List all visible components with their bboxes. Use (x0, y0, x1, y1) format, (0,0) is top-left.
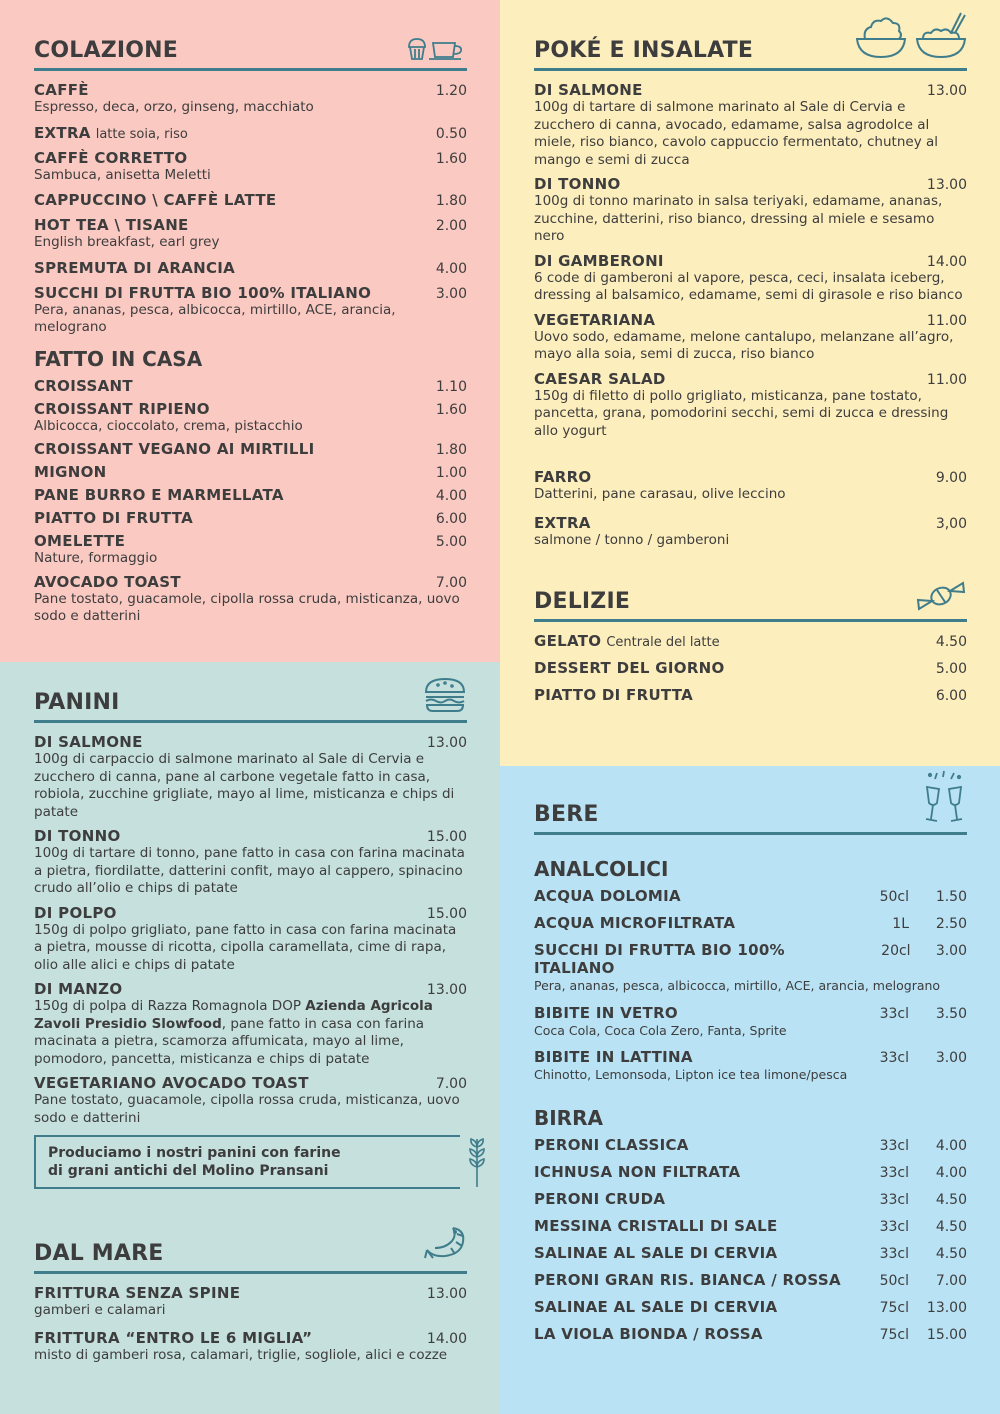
item-name: DI MANZO (34, 980, 123, 998)
item-name: PANE BURRO E MARMELLATA (34, 486, 284, 504)
menu-item (534, 81, 967, 169)
item-name: FRITTURA SENZA SPINE (34, 1284, 241, 1302)
wheat-icon (466, 1135, 488, 1194)
panini-note (34, 1135, 460, 1189)
item-row (534, 514, 967, 532)
item-row (34, 81, 467, 99)
item-price: 7.00 (435, 574, 467, 591)
item-row (534, 1136, 967, 1154)
menu-item (34, 733, 467, 821)
item-price: 3.00 (435, 285, 467, 302)
item-name: HOT TEA \ TISANE (34, 216, 189, 234)
poke-panel (500, 0, 1000, 766)
item-description: Pera, ananas, pesca, albicocca, mirtillo, ACE, arancia, melograno (534, 978, 941, 993)
item-price: 3,00 (935, 515, 967, 532)
note-line: Produciamo i nostri panini con farine (48, 1145, 341, 1161)
menu-item (534, 1048, 967, 1084)
item-name: PIATTO DI FRUTTA (534, 686, 694, 704)
item-description: Pane tostato, guacamole, cipolla rossa cruda, misticanza, uovo sodo e datterini (34, 1092, 460, 1126)
section-header (34, 1237, 467, 1274)
menu-item (534, 914, 967, 932)
item-price: 13.00 (926, 1299, 967, 1316)
item-name: MESSINA CRISTALLI DI SALE (534, 1216, 778, 1235)
section-header (534, 34, 967, 71)
menu-item (34, 191, 467, 209)
item-price: 4.00 (435, 488, 467, 504)
item-price: 1.00 (435, 465, 467, 481)
item-price: 4.00 (935, 1137, 967, 1154)
item-name: SALINAE AL SALE DI CERVIA (534, 1243, 778, 1262)
desc-part: , pane fatto in casa con farina macinata a pietra, scamorza affumicata, mayo al lime, pomodoro, pancetta, misticanza e chips di patate (34, 1015, 425, 1067)
item-price: 13.00 (426, 735, 467, 751)
menu-item (34, 509, 467, 527)
item-price: 3.50 (935, 1005, 967, 1022)
item-size: 75cl (879, 1326, 909, 1343)
item-price: 6.00 (435, 511, 467, 527)
item-price: 14.00 (926, 253, 967, 270)
item-row (34, 124, 467, 142)
item-row (34, 980, 467, 998)
item-name: SUCCHI DI FRUTTA BIO 100% ITALIANO (34, 283, 372, 302)
item-size: 20cl (881, 943, 911, 959)
menu-item (534, 311, 967, 364)
item-name: OMELETTE (34, 532, 126, 550)
item-description: 6 code di gamberoni al vapore, pesca, ceci, insalata iceberg, dressing al balsamico, edamame, semi di girasole e riso bianco (534, 269, 963, 303)
item-size: 50cl (879, 889, 909, 905)
item-row (534, 1048, 967, 1066)
item-description: salmone / tonno / gamberoni (534, 531, 730, 548)
item-description: 100g di tonno marinato in salsa teriyaki, edamame, ananas, zucchine, datterini, riso bianco, dressing al miele e sesamo nero (534, 193, 943, 244)
item-price: 6.00 (935, 688, 967, 704)
item-name: GELATO (534, 632, 602, 650)
item-price: 1.80 (435, 193, 467, 209)
menu-item (34, 486, 467, 504)
item-name: CAFFÈ CORRETTO (34, 148, 188, 167)
item-name: CROISSANT (34, 376, 133, 395)
item-price: 11.00 (926, 371, 967, 388)
muffin-coffee-icon (405, 33, 467, 65)
item-size: 33cl (879, 1218, 909, 1235)
menu-item (534, 632, 967, 650)
menu-item (34, 400, 467, 436)
item-row (534, 252, 967, 270)
item-description: 100g di tartare di tonno, pane fatto in casa con farina macinata a pietra, fiordilatte, datterini confit, mayo al cappero, spinacino crudo all’olio e chips di patate (34, 845, 465, 896)
menu-item (34, 124, 467, 142)
item-description: Datterini, pane carasau, olive leccino (534, 486, 786, 502)
item-description: Pera, ananas, pesca, albicocca, mirtillo, ACE, arancia, melograno (34, 301, 396, 335)
item-price: 4.00 (935, 1164, 967, 1181)
item-price: 4.50 (935, 1191, 967, 1208)
item-size: 75cl (879, 1299, 909, 1316)
item-row (534, 686, 967, 704)
section-title: POKÉ E INSALATE (534, 38, 754, 63)
item-row (34, 827, 467, 845)
item-name: VEGETARIANA (534, 310, 656, 329)
item-price: 14.00 (426, 1330, 467, 1347)
item-row (534, 941, 967, 977)
desc-part: 150g di polpa di Razza Romagnola DOP (34, 998, 306, 1014)
item-row (34, 509, 467, 527)
item-name: CAPPUCCINO \ CAFFÈ LATTE (34, 191, 277, 209)
item-description: Chinotto, Lemonsoda, Lipton ice tea limone/pesca (534, 1067, 848, 1082)
item-row (34, 486, 467, 504)
item-price: 15.00 (926, 1326, 967, 1343)
menu-item (534, 175, 967, 246)
item-row (534, 659, 967, 677)
item-row (34, 149, 467, 167)
item-price: 0.50 (435, 125, 467, 142)
section-header (34, 686, 467, 723)
item-row (34, 1074, 467, 1092)
item-size: 33cl (879, 1050, 909, 1066)
item-size: 33cl (879, 1005, 909, 1022)
candy-icon (915, 576, 967, 616)
menu-item (34, 81, 467, 117)
section-header (534, 796, 967, 835)
item-row (534, 1217, 967, 1235)
item-name: MIGNON (34, 463, 107, 481)
item-price: 2.50 (935, 916, 967, 932)
fatto-in-casa-title: FATTO IN CASA (34, 346, 203, 371)
colazione-panel (0, 0, 500, 662)
item-price: 7.00 (435, 1076, 467, 1092)
item-price: 9.00 (935, 470, 967, 486)
item-row (534, 81, 967, 99)
menu-item (34, 216, 467, 252)
burger-icon (423, 677, 467, 717)
item-price: 13.00 (926, 83, 967, 99)
item-name: FRITTURA “ENTRO LE 6 MIGLIA” (34, 1328, 313, 1347)
menu-item (534, 1163, 967, 1181)
menu-item (534, 1244, 967, 1262)
item-row (534, 1190, 967, 1208)
menu-item (34, 1284, 467, 1320)
menu-item (534, 659, 967, 677)
menu-item (534, 1136, 967, 1154)
item-description: Pane tostato, guacamole, cipolla rossa cruda, misticanza, uovo sodo e datterini (34, 590, 460, 624)
item-price: 5.00 (435, 534, 467, 550)
item-description: 100g di carpaccio di salmone marinato al Sale di Cervia e zucchero di canna, pane al carbone vegetale fatto in casa, robiola, zucchine grigliate, mayo al lime, misticanza e chips di patate (34, 751, 455, 820)
salad-bowls-icon (855, 9, 967, 65)
item-row (534, 1325, 967, 1343)
item-description: misto di gamberi rosa, calamari, triglie, sogliole, alici e cozze (34, 1346, 448, 1363)
item-row (534, 632, 967, 650)
menu-item (34, 980, 467, 1068)
item-price: 1.20 (435, 83, 467, 99)
item-price: 13.00 (426, 1286, 467, 1302)
note-line: di grani antichi del Molino Pransani (48, 1163, 329, 1179)
menu-item (34, 149, 467, 185)
item-row (34, 216, 467, 234)
item-row (34, 532, 467, 550)
item-price: 1.10 (435, 378, 467, 395)
menu-item (534, 1325, 967, 1343)
section-title: BERE (534, 802, 599, 827)
item-row (34, 284, 467, 302)
item-description: Albicocca, cioccolato, crema, pistacchio (34, 417, 303, 434)
item-price: 11.00 (926, 312, 967, 329)
item-price: 3.00 (935, 943, 967, 959)
item-name: EXTRA (534, 513, 591, 532)
item-description: Uovo sodo, edamame, melone cantalupo, melanzane all’agro, mayo alla soia, semi di zucca, riso bianco (534, 328, 954, 362)
item-description (34, 998, 467, 1068)
item-row (34, 259, 467, 277)
item-row (534, 468, 967, 486)
item-row (534, 311, 967, 329)
item-row (534, 1244, 967, 1262)
item-row (34, 1284, 467, 1302)
menu-item (534, 941, 967, 995)
item-price: 4.50 (935, 1245, 967, 1262)
item-size: 33cl (879, 1245, 909, 1262)
item-price: 3.00 (935, 1050, 967, 1066)
item-description: 150g di filetto di pollo grigliato, misticanza, pane tostato, pancetta, grana, pomodorini secchi, semi di zucca e dressing allo yogurt (534, 387, 949, 439)
item-price: 15.00 (426, 905, 467, 922)
menu-item (34, 440, 467, 458)
item-price: 1.80 (435, 442, 467, 458)
section-title: PANINI (34, 690, 120, 715)
item-price: 5.00 (935, 661, 967, 677)
item-name: ICHNUSA NON FILTRATA (534, 1162, 741, 1181)
item-name: AVOCADO TOAST (34, 572, 181, 591)
item-name: BIBITE IN LATTINA (534, 1048, 693, 1066)
item-price: 1.50 (935, 889, 967, 905)
item-name: DI TONNO (534, 175, 621, 193)
item-name: DI SALMONE (534, 81, 643, 99)
item-name: LA VIOLA BIONDA / ROSSA (534, 1324, 763, 1343)
menu-item (534, 1298, 967, 1316)
item-price: 13.00 (926, 177, 967, 193)
item-size: 33cl (879, 1191, 909, 1208)
item-name: CAESAR SALAD (534, 369, 666, 388)
menu-item (534, 1004, 967, 1040)
section-header (34, 34, 467, 71)
menu-item (534, 252, 967, 305)
item-name: SPREMUTA DI ARANCIA (34, 258, 236, 277)
item-name: EXTRA (34, 123, 91, 142)
item-name: DI TONNO (34, 827, 121, 845)
item-size: 33cl (879, 1164, 909, 1181)
desc-bold-part: Azienda Agricola Zavoli Presidio Slowfood (34, 998, 433, 1032)
item-name: DESSERT DEL GIORNO (534, 659, 725, 677)
item-inline-desc: latte soia, riso (95, 126, 188, 142)
menu-item (534, 1190, 967, 1208)
item-row (34, 463, 467, 481)
item-size: 33cl (879, 1137, 909, 1154)
item-name: PERONI GRAN RIS. BIANCA / ROSSA (534, 1270, 841, 1289)
item-price: 2.00 (435, 218, 467, 234)
item-name: SUCCHI DI FRUTTA BIO 100% ITALIANO (534, 941, 785, 977)
item-price: 15.00 (426, 829, 467, 845)
item-row (534, 1004, 967, 1022)
item-name: CAFFÈ (34, 81, 89, 99)
item-row (534, 370, 967, 388)
item-name: DI POLPO (34, 903, 117, 922)
item-name: VEGETARIANO AVOCADO TOAST (34, 1074, 309, 1092)
item-price: 4.50 (935, 634, 967, 650)
item-description: English breakfast, earl grey (34, 234, 220, 250)
menu-item (534, 370, 967, 441)
item-name: DI SALMONE (34, 733, 143, 751)
shrimp-icon (423, 1224, 467, 1268)
menu-item (34, 463, 467, 481)
item-name: CROISSANT RIPIENO (34, 399, 210, 418)
item-size: 1L (892, 916, 909, 932)
item-name: PERONI CLASSICA (534, 1135, 689, 1154)
item-row (34, 440, 467, 458)
item-row (34, 733, 467, 751)
item-row (34, 400, 467, 418)
cheers-glasses-icon (921, 769, 967, 829)
item-row (34, 377, 467, 395)
birra-title: BIRRA (534, 1105, 603, 1130)
analcolici-title: ANALCOLICI (534, 857, 669, 881)
item-price: 4.00 (435, 260, 467, 277)
item-description: 150g di polpo grigliato, pane fatto in casa con farina macinata a pietra, mousse di ricotta, cipolla caramellata, cime di rapa, olio alle alici e chips di patate (34, 921, 457, 973)
menu-item (34, 532, 467, 568)
item-name: FARRO (534, 468, 592, 486)
menu-item (34, 284, 467, 337)
item-price: 7.00 (935, 1272, 967, 1289)
item-size: 50cl (879, 1272, 909, 1289)
bere-panel (500, 766, 1000, 1414)
item-description: Nature, formaggio (34, 550, 158, 566)
item-row (534, 887, 967, 905)
item-name: SALINAE AL SALE DI CERVIA (534, 1297, 778, 1316)
menu-item (34, 827, 467, 898)
section-title: DELIZIE (534, 589, 631, 614)
menu-item (34, 904, 467, 975)
item-price: 1.60 (435, 401, 467, 418)
menu-item (534, 686, 967, 704)
item-name: DI GAMBERONI (534, 251, 664, 270)
item-description: Coca Cola, Coca Cola Zero, Fanta, Sprite (534, 1022, 787, 1038)
menu-item (534, 1271, 967, 1289)
item-name: PIATTO DI FRUTTA (34, 509, 194, 527)
item-row (34, 191, 467, 209)
item-price: 1.60 (435, 150, 467, 167)
item-row (534, 1271, 967, 1289)
menu-item (534, 1217, 967, 1235)
item-description: 100g di tartare di salmone marinato al Sale di Cervia e zucchero di canna, avocado, edamame, salsa agrodolce al miele, riso bianco, cavolo cappuccio fermentato, chutney al mango e semi di zucca (534, 99, 939, 168)
menu-item (34, 1074, 467, 1127)
item-row (534, 175, 967, 193)
menu-item (34, 1329, 467, 1365)
item-description: Sambuca, anisetta Meletti (34, 166, 211, 183)
menu-item (34, 573, 467, 626)
item-name: ACQUA MICROFILTRATA (534, 914, 736, 932)
section-title: DAL MARE (34, 1241, 164, 1266)
item-row (34, 1329, 467, 1347)
item-row (534, 1163, 967, 1181)
menu-item (534, 514, 967, 550)
section-header (534, 585, 967, 622)
item-row (34, 573, 467, 591)
item-name: CROISSANT VEGANO AI MIRTILLI (34, 440, 315, 458)
item-row (534, 914, 967, 932)
panini-panel (0, 662, 500, 1414)
menu-item (534, 887, 967, 905)
item-name: BIBITE IN VETRO (534, 1003, 678, 1022)
item-description: gamberi e calamari (34, 1302, 166, 1318)
item-price: 4.50 (935, 1218, 967, 1235)
item-description: Espresso, deca, orzo, ginseng, macchiato (34, 99, 314, 115)
item-inline-desc: Centrale del latte (606, 635, 720, 650)
item-name: ACQUA DOLOMIA (534, 887, 681, 905)
item-price: 13.00 (426, 982, 467, 998)
item-name: PERONI CRUDA (534, 1189, 666, 1208)
menu-item (34, 259, 467, 277)
item-row (534, 1298, 967, 1316)
menu-item (534, 468, 967, 504)
section-title: COLAZIONE (34, 38, 178, 63)
item-row (34, 904, 467, 922)
menu-item (34, 377, 467, 395)
